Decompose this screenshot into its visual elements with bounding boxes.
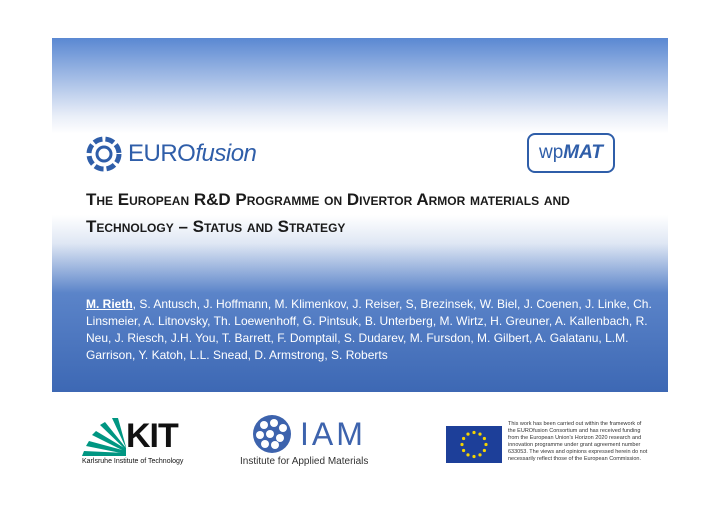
kit-subtitle: Karlsruhe Institute of Technology bbox=[82, 458, 184, 465]
iam-logo-icon bbox=[250, 414, 294, 454]
eu-star bbox=[460, 443, 463, 446]
eu-star bbox=[478, 453, 481, 456]
iam-subtitle: Institute for Applied Materials bbox=[240, 456, 369, 467]
eu-star bbox=[462, 449, 465, 452]
eu-star bbox=[472, 455, 475, 458]
co-authors: , S. Antusch, J. Hoffmann, M. Klimenkov, J. Reiser, S, Brezinsek, W. Biel, J. Coenen, J. Linke, Ch. Linsmeier, A. Litnovsky, Th. Loewenhoff, G. Pintsuk, B. Unterberg, M. Wirtz, H. Greuner, A. Kallenbach, R. Neu, J. Riesch, J.H. You, T. Barrett, F. Domptail, S. Dudarev, M. Fursdon, M. Gilbert, A. Galatanu, L.M. Garrison, Y. Katoh, L.L. Snead, D. Armstrong, S. Roberts bbox=[86, 297, 652, 362]
eurofusion-logo-icon bbox=[86, 136, 122, 172]
eu-star bbox=[466, 433, 469, 436]
wpmat-suffix: MAT bbox=[563, 142, 604, 163]
eu-star bbox=[483, 437, 486, 440]
kit-logo-icon bbox=[82, 418, 126, 456]
eu-star bbox=[483, 449, 486, 452]
slide-title: The European R&D Programme on Divertor Armor materials and Technology – Status and Strategy bbox=[86, 190, 570, 236]
eurofusion-wordmark: EUROfusion bbox=[128, 140, 257, 167]
lead-author: M. Rieth bbox=[86, 297, 133, 311]
wpmat-badge bbox=[527, 133, 615, 173]
iam-wordmark: IAM bbox=[300, 416, 366, 452]
eu-star bbox=[472, 431, 475, 434]
author-list bbox=[86, 296, 656, 364]
eu-star bbox=[466, 453, 469, 456]
eu-funding-disclaimer: This work has been carried out within the framework of the EUROfusion Consortium and has received funding from the European Union's Horizon 2020 research and innovation programme under grant agreement number 633053. The views and opinions expressed herein do not necessarily reflect those of the European Commission. bbox=[508, 421, 648, 462]
wpmat-prefix: wp bbox=[538, 142, 564, 163]
kit-wordmark: KIT bbox=[126, 417, 178, 455]
eu-star bbox=[462, 437, 465, 440]
eu-flag-icon bbox=[446, 426, 502, 463]
kit-logo bbox=[82, 418, 188, 468]
eu-star bbox=[478, 433, 481, 436]
eurofusion-logo bbox=[86, 134, 256, 174]
iam-logo bbox=[240, 414, 390, 470]
eu-star bbox=[484, 443, 487, 446]
